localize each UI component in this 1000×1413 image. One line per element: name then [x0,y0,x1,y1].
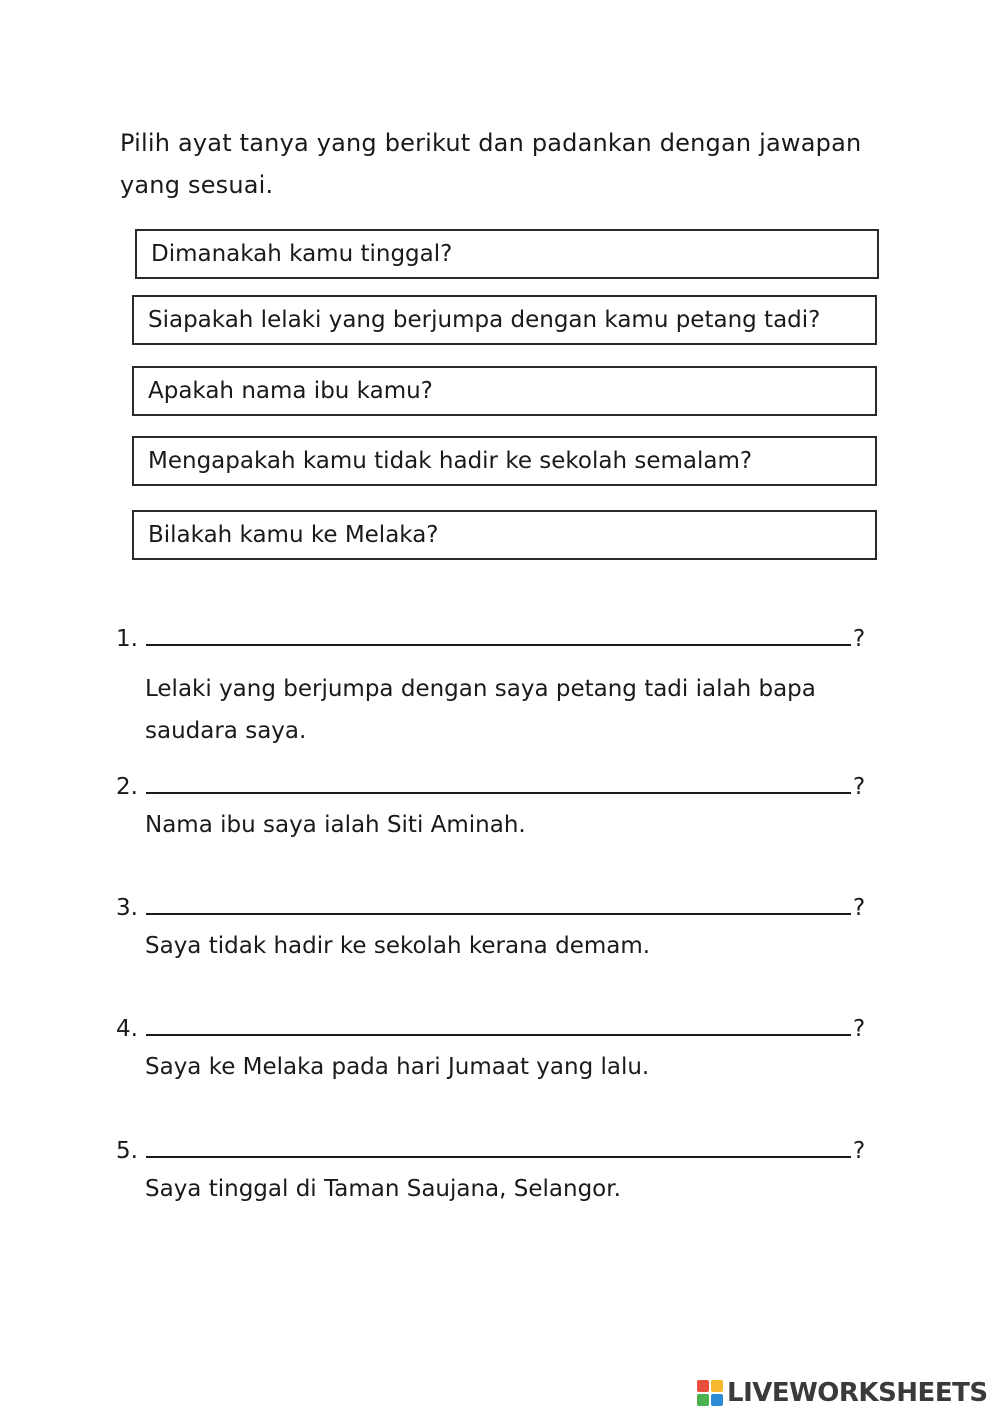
question-number: 4. [116,1016,138,1042]
question-number: 1. [116,626,138,652]
liveworksheets-logo-icon [697,1380,723,1406]
option-box-1[interactable] [135,229,879,279]
option-text: Bilakah kamu ke Melaka? [148,522,439,548]
question-number: 2. [116,774,138,800]
answer-text-1: Lelaki yang berjumpa dengan saya petang tadi ialah bapa saudara saya. [145,676,816,744]
answer-blank-2[interactable] [146,770,851,794]
instruction-text: Pilih ayat tanya yang berikut dan padankan dengan jawapan yang sesuai. [120,129,862,199]
logo-square [697,1394,709,1406]
logo-square [697,1380,709,1392]
question-mark: ? [853,774,866,800]
answer-blank-5[interactable] [146,1134,851,1158]
answer-text-4: Saya ke Melaka pada hari Jumaat yang lalu. [145,1054,650,1080]
question-2 [116,770,865,800]
answer-blank-1[interactable] [146,622,851,646]
question-mark: ? [853,1016,866,1042]
question-mark: ? [853,626,866,652]
liveworksheets-brand [697,1378,988,1408]
option-box-5[interactable] [132,510,877,560]
option-text: Mengapakah kamu tidak hadir ke sekolah semalam? [148,448,753,474]
question-number: 3. [116,895,138,921]
option-box-2[interactable] [132,295,877,345]
answer-text-3: Saya tidak hadir ke sekolah kerana demam. [145,933,651,959]
answer-text-2: Nama ibu saya ialah Siti Aminah. [145,812,526,838]
question-3 [116,891,865,921]
answer-blank-3[interactable] [146,891,851,915]
question-mark: ? [853,895,866,921]
brand-text: LIVEWORKSHEETS [727,1378,988,1408]
question-1 [116,622,865,652]
question-5 [116,1134,865,1164]
question-number: 5. [116,1138,138,1164]
option-text: Dimanakah kamu tinggal? [151,241,453,267]
question-4 [116,1012,865,1042]
answer-text-5: Saya tinggal di Taman Saujana, Selangor. [145,1176,621,1202]
option-text: Siapakah lelaki yang berjumpa dengan kamu petang tadi? [148,307,821,333]
option-text: Apakah nama ibu kamu? [148,378,433,404]
question-mark: ? [853,1138,866,1164]
option-box-4[interactable] [132,436,877,486]
logo-square [711,1380,723,1392]
logo-square [711,1394,723,1406]
option-box-3[interactable] [132,366,877,416]
answer-blank-4[interactable] [146,1012,851,1036]
